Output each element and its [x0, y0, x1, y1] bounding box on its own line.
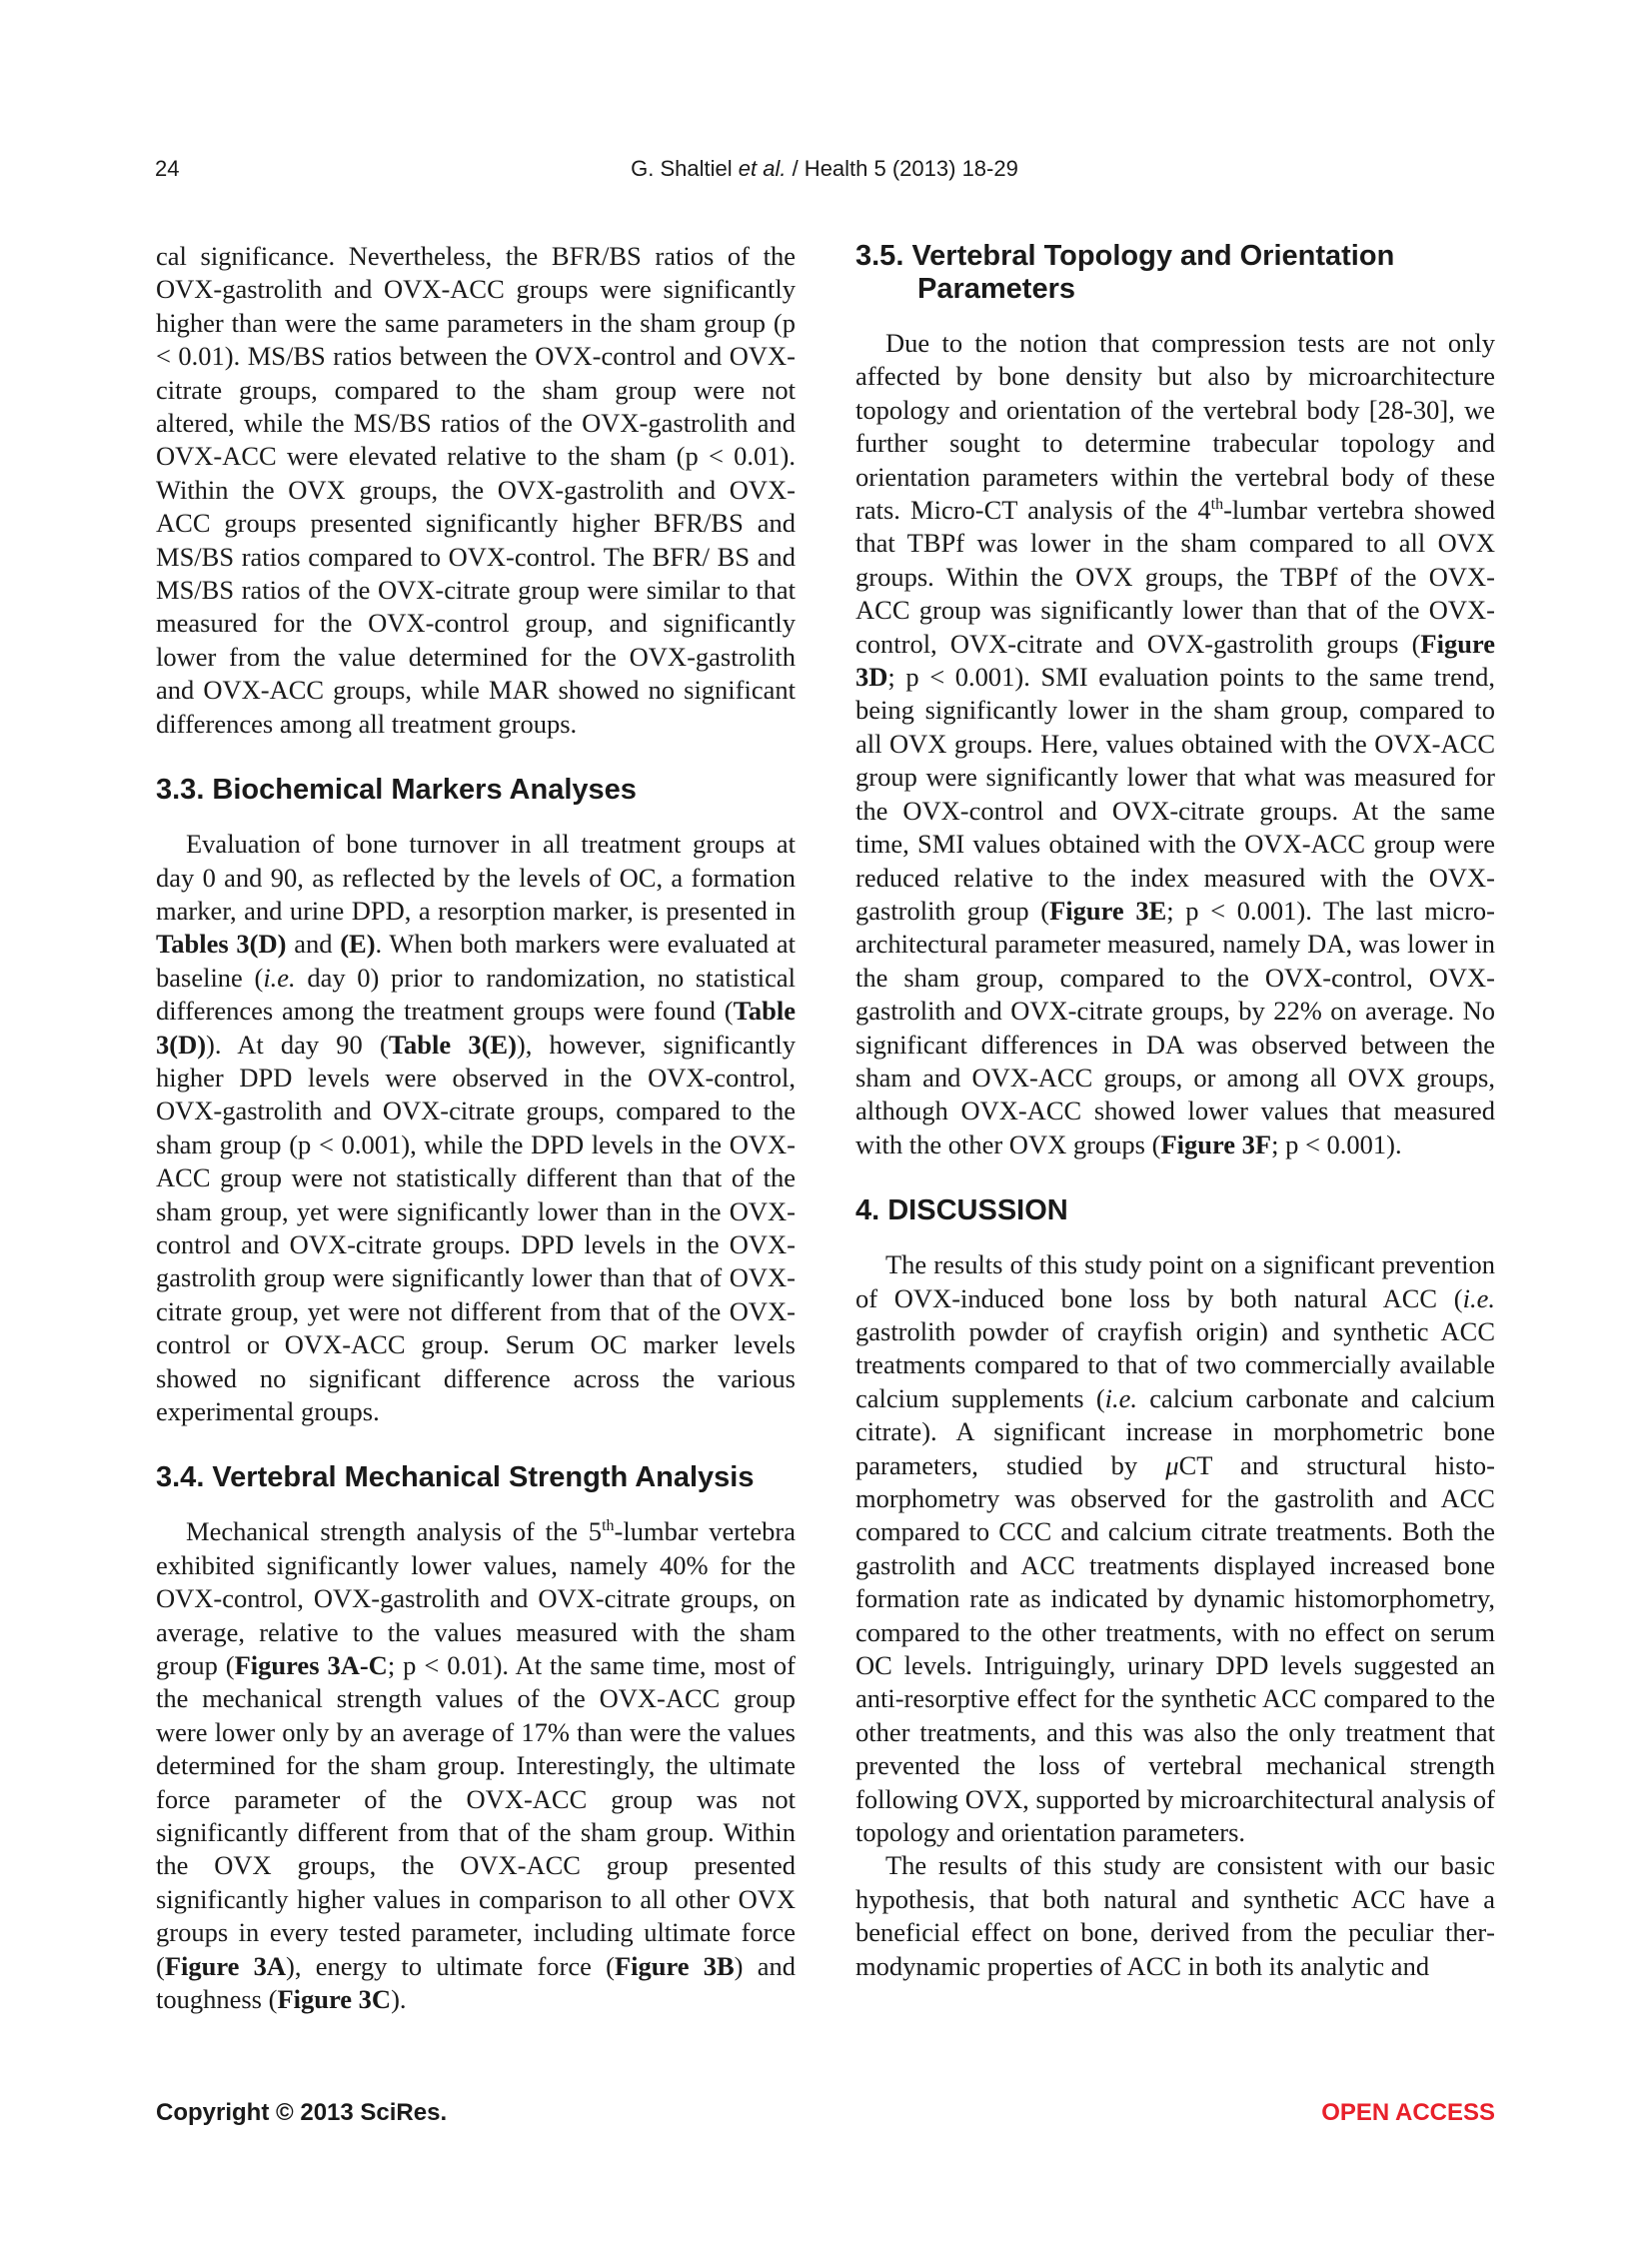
ref-figure-3b: Figure 3B [614, 1950, 735, 1981]
running-head-journal: / Health 5 (2013) 18-29 [786, 156, 1018, 181]
running-header [155, 156, 1494, 192]
ref-figure-3f: Figure 3F [1160, 1128, 1272, 1159]
section-heading-3-3: 3.3. Biochemical Markers Analyses [156, 774, 637, 807]
copyright-notice: Copyright © 2013 SciRes. [156, 2099, 448, 2126]
section-title-3-5: Vertebral Topology and Orientation Parameters [911, 240, 1395, 305]
paragraph-3-3: Evaluation of bone turnover in all treatment groups at day 0 and 90, as reflected by the levels of OC, a formation marker, and urine DPD, a resorption marker, is presented in Tables 3(D) and (E). When both markers were evaluated at baseline (i.e. day 0) prior to randomization, no statistical differences among the treatment groups were found (Table 3(D)). At day 90 (Table 3(E)), however, significantly higher DPD levels were observed in the OVX-control, OVX-gastrolith and OVX-citrate groups, compared to the sham group (p < 0.001), while the DPD levels in the OVX-ACC group were not statistically different than that of the sham group, yet were significantly lower than in the OVX-control and OVX-citrate groups. DPD levels in the OVX-gastrolith group were significantly lower than that of OVX-citrate group, yet were not different from that of the OVX-control or OVX-ACC group. Serum OC marker levels showed no significant difference across the various experimental groups. [156, 829, 797, 1426]
section-number-3-5: 3.5. [855, 240, 904, 272]
ref-figure-3e: Figure 3E [1049, 895, 1167, 926]
section-heading-3-4: 3.4. Vertebral Mechanical Strength Analysis [156, 1461, 755, 1494]
paragraph-3-4: Mechanical strength analysis of the 5th-lumbar vertebra exhibited significantly lower values, namely 40% for the OVX-control, OVX-gastrolith and OVX-citrate groups, on average, relative to the values measured with the sham group (Figures 3A-C; p < 0.01). At the same time, most of the mechanical strength values of the OVX-ACC group were lower only by an average of 17% than were the values determined for the sham group. Interestingly, the ultimate force parameter of the OVX-ACC group was not significantly different from that of the sham group. Within the OVX groups, the OVX-ACC group presented significantly higher values in comparison to all other OVX groups in every tested parameter, including ultimate force (Figure 3A), energy to ultimate force (Figure 3B) and toughness (Figure 3C). [156, 1516, 797, 2015]
paragraph-4-b: The results of this study are consistent with our basic hypothesis, that both natural and synthetic ACC have a beneficial effect on bone, derived from the peculiar thermodynamic properties of ACC in both its analytic and [855, 1850, 1495, 1981]
open-access-label: OPEN ACCESS [1321, 2099, 1495, 2126]
ref-table-3d: Table 3(D) [156, 996, 796, 1060]
ref-tables-3d: Tables 3(D) [156, 929, 287, 960]
page-footer [156, 2099, 1495, 2133]
paragraph-continued: cal significance. Nevertheless, the BFR/BS ratios of the OVX-gastrolith and OVX-ACC groups were significantly higher than were the same parameters in the sham group (p < 0.01). MS/BS ratios between the OVX-control and OVX-citrate groups, compared to the sham group were not altered, while the MS/BS ratios of the OVX-gastrolith and OVX-ACC were elevated relative to the sham (p < 0.01). Within the OVX groups, the OVX-gastrolith and OVX-ACC groups presented significantly higher BFR/BS and MS/BS ratios compared to OVX-control. The BFR/ BS and MS/BS ratios of the OVX-citrate group were similar to that measured for the OVX-control group, and significantly lower from the value determined for the OVX-gastrolith and OVX-ACC groups, while MAR showed no significant differences among all treatment groups. [156, 241, 796, 739]
section-heading-4: 4. DISCUSSION [855, 1194, 1068, 1227]
page-number: 24 [155, 156, 180, 181]
ref-figures-3a-c: Figures 3A-C [234, 1650, 388, 1681]
ref-figure-3a: Figure 3A [164, 1950, 287, 1981]
section-heading-3-5 [855, 240, 1495, 306]
ref-table-3e: (E) [340, 929, 376, 960]
ref-figure-3c: Figure 3C [277, 1984, 392, 2015]
paragraph-3-5: Due to the notion that compression tests are not only affected by bone density but also by microarchitecture topology and orientation of the vertebral body [28-30], we further sought to determine trabecular topology and orientation parameters within the vertebral body of these rats. Micro-CT analysis of the 4th-lumbar vertebra showed that TBPf was lower in the sham compared to all OVX groups. Within the OVX groups, the TBPf of the OVX-ACC group was significantly lower than that of the OVX-control, OVX-citrate and OVX-gastrolith groups (Figure 3D; p < 0.001). SMI evaluation points to the same trend, being significantly lower in the sham group, compared to all OVX groups. Here, values obtained with the OVX-ACC group were significantly lower that what was measured for the OVX-control and OVX-citrate groups. At the same time, SMI values obtained with the OVX-ACC group were reduced relative to the index measured with the OVX-gastrolith group (Figure 3E; p < 0.001). The last micro-architectural parameter measured, namely DA, was lower in the sham group, compared to the OVX-control, OVX-gastrolith and OVX-citrate groups, by 22% on average. No significant differences in DA was observed between the sham and OVX-ACC groups, or among all OVX groups, although OVX-ACC showed lower values that measured with the other OVX groups (Figure 3F; p < 0.001). [855, 328, 1495, 1159]
running-head-et-al: et al. [738, 156, 787, 181]
left-column [156, 240, 796, 2017]
running-head [155, 156, 1494, 182]
ref-table-3e-b: Table 3(E) [388, 1029, 517, 1060]
right-column [855, 240, 1495, 1983]
paragraph-4-a: The results of this study point on a significant prevention of OVX-induced bone loss by both natural ACC (i.e. gastrolith powder of crayfish origin) and synthetic ACC treatments compared to that of two commercially available calcium supplements (i.e. calcium carbonate and calcium citrate). A significant increase in morphometric bone parameters, studied by μCT and structural histomorphometry was observed for the gastrolith and ACC compared to CCC and calcium citrate treatments. Both the gastrolith and ACC treatments displayed increased bone formation rate as indicated by dynamic histomorphometry, compared to the other treatments, with no effect on serum OC levels. Intriguingly, urinary DPD levels suggested an anti-resorptive effect for the synthetic ACC compared to the other treatments, and this was also the only treatment that prevented the loss of vertebral mechanical strength following OVX, supported by microarchitectural analysis of topology and orientation parameters. [855, 1249, 1495, 1848]
running-head-authors: G. Shaltiel [631, 156, 739, 181]
ref-figure-3d: Figure 3D [855, 628, 1495, 693]
